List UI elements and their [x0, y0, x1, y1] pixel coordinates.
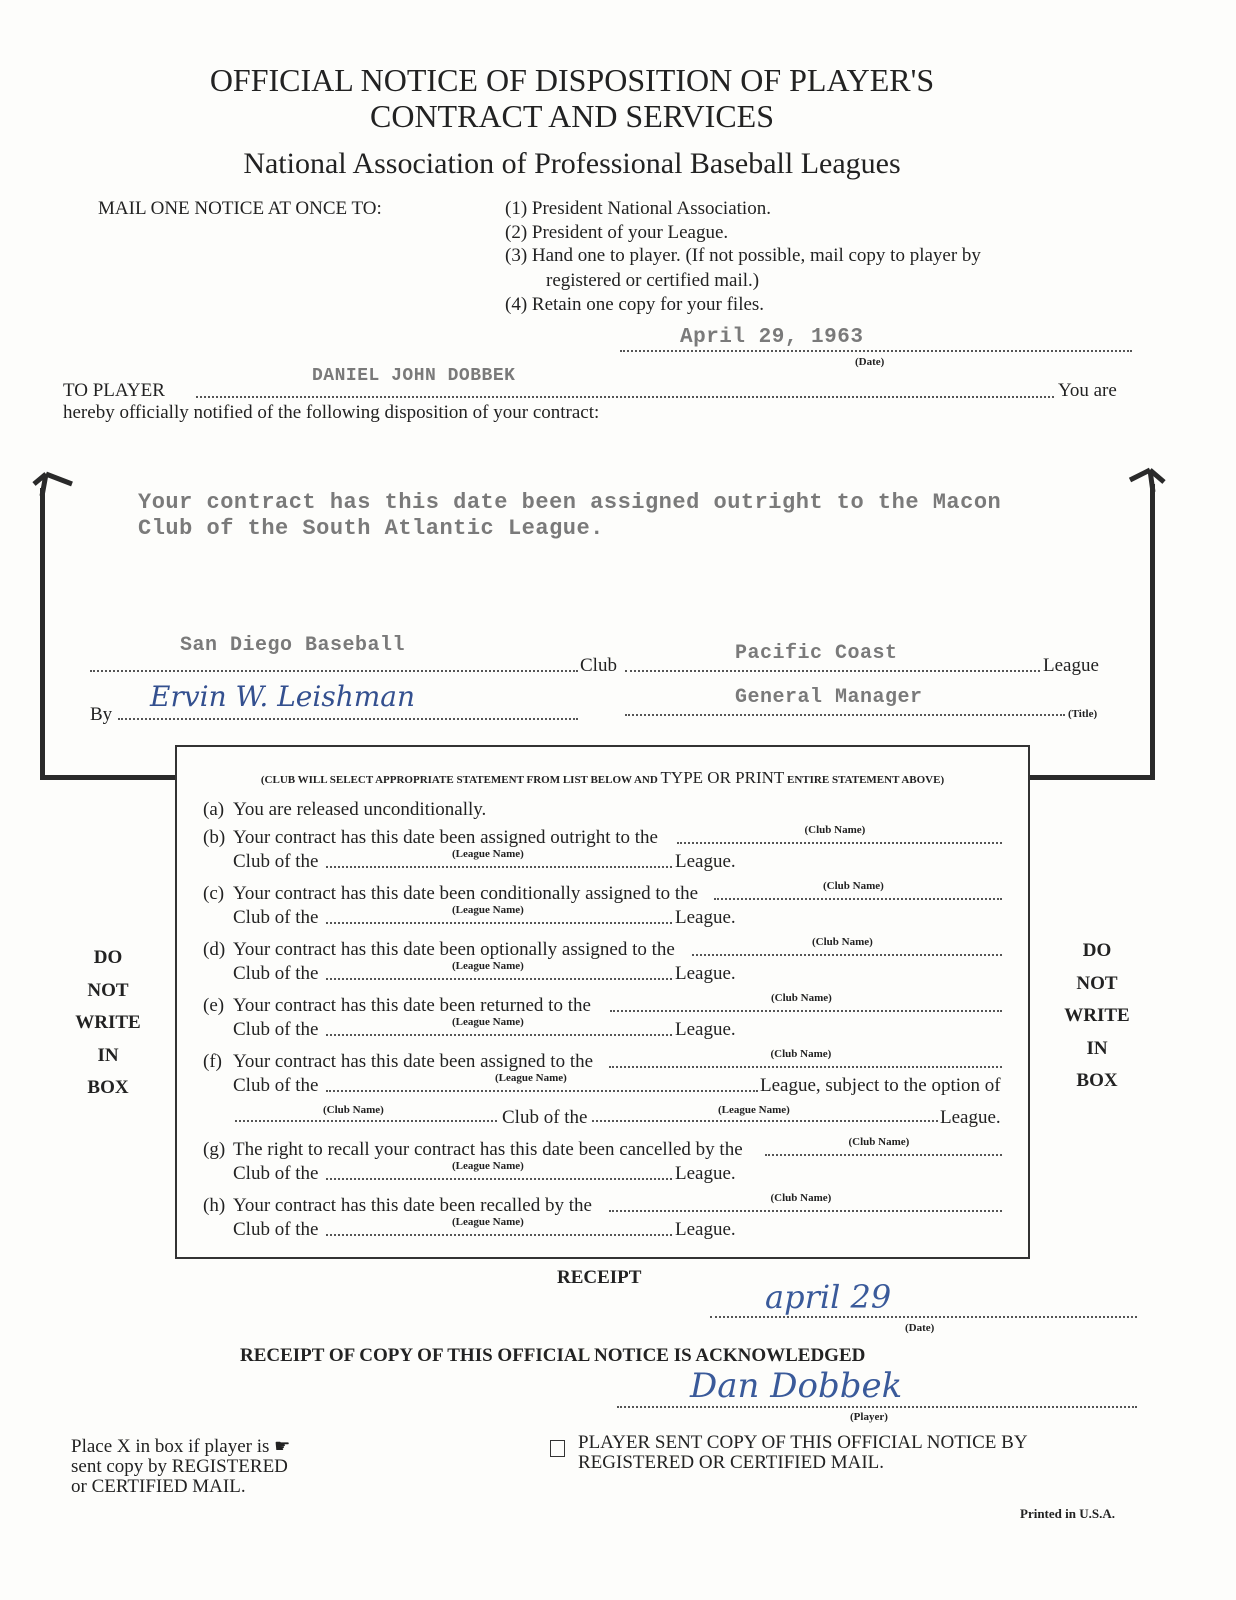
checkbox-line: REGISTERED OR CERTIFIED MAIL.: [578, 1452, 885, 1473]
club-name-line[interactable]: [235, 1120, 497, 1122]
receipt-date-caption: (Date): [905, 1322, 935, 1334]
place-x-line: Place X in box if player is: [71, 1436, 270, 1457]
subtitle: National Association of Professional Baseball Leagues: [243, 147, 901, 180]
club-of-the-label: Club of the: [233, 963, 319, 984]
club-of-the-label: Club of the: [233, 1219, 319, 1240]
player-line: [196, 396, 1054, 398]
checkbox-label: [578, 1433, 1028, 1473]
option-letter: (b): [203, 827, 226, 848]
club-label: Club: [580, 655, 617, 676]
title-value[interactable]: General Manager: [735, 686, 923, 709]
club-line: [90, 670, 578, 672]
option-letter: (c): [203, 883, 225, 904]
player-signature-line: [617, 1406, 1137, 1408]
club-name-caption: (Club Name): [771, 992, 832, 1004]
club-name-caption: (Club Name): [848, 1136, 910, 1148]
to-player-label: TO PLAYER: [63, 380, 165, 401]
mail-item-3-cont: registered or certified mail.): [546, 270, 760, 291]
statement-line-2[interactable]: Club of the South Atlantic League.: [138, 516, 604, 541]
league-name-caption: (League Name): [452, 960, 524, 972]
instruction-small-1: (CLUB WILL SELECT APPROPRIATE STATEMENT FROM LIST BELOW AND: [260, 774, 658, 786]
club-of-the-label: Club of the: [502, 1107, 588, 1128]
league-name-caption: (League Name): [452, 1216, 524, 1228]
statement-line-1[interactable]: Your contract has this date been assigned outright to the Macon: [138, 490, 1002, 515]
league-end-label: League.: [675, 963, 736, 984]
arrow-up-left-icon: [28, 468, 78, 498]
league-line: [625, 670, 1040, 672]
club-name-line[interactable]: [714, 898, 1002, 900]
option-letter: (g): [203, 1139, 226, 1160]
league-end-label: League.: [940, 1107, 1001, 1128]
mail-item-1: (1) President National Association.: [505, 198, 771, 219]
club-name-line[interactable]: [609, 1066, 1002, 1068]
player-name[interactable]: DANIEL JOHN DOBBEK: [312, 366, 516, 386]
league-label: League: [1043, 655, 1099, 676]
option-letter: (f): [203, 1051, 222, 1072]
by-line: [118, 718, 578, 720]
instruction-large: TYPE OR PRINT: [660, 768, 785, 787]
league-end-label: League.: [675, 851, 736, 872]
league-name-caption: (League Name): [452, 1016, 524, 1028]
club-name-caption: (Club Name): [323, 1104, 384, 1116]
option-text: You are released unconditionally.: [233, 799, 487, 820]
title-caption: (Title): [1068, 708, 1098, 720]
league-name-caption: (League Name): [495, 1072, 567, 1084]
league-name-caption: (League Name): [452, 848, 524, 860]
club-of-the-label: Club of the: [233, 1075, 319, 1096]
title-line: [625, 714, 1065, 716]
by-label: By: [90, 704, 113, 725]
option-text: The right to recall your contract has this date been cancelled by the: [233, 1139, 743, 1160]
word: DO: [1082, 940, 1112, 961]
league-name-line[interactable]: [326, 866, 672, 868]
do-not-write-right: [1047, 935, 1147, 1098]
option-text: Your contract has this date been optionally assigned to the: [233, 939, 675, 960]
club-of-the-label: Club of the: [233, 851, 319, 872]
club-name-line[interactable]: [609, 1210, 1002, 1212]
club-name-line[interactable]: [677, 842, 1002, 844]
club-name-caption: (Club Name): [770, 1048, 832, 1060]
league-name-line[interactable]: [326, 1034, 672, 1036]
option-text: Your contract has this date been assigned outright to the: [233, 827, 658, 848]
left-frame-line: [40, 488, 45, 780]
mail-item-4: (4) Retain one copy for your files.: [505, 294, 765, 315]
word: BOX: [87, 1077, 129, 1098]
option-letter: (h): [203, 1195, 226, 1216]
league-name-line[interactable]: [326, 922, 672, 924]
printed-in-usa: Printed in U.S.A.: [1020, 1506, 1115, 1521]
notice-line: hereby officially notified of the following disposition of your contract:: [63, 402, 600, 423]
league-name-line[interactable]: [326, 978, 672, 980]
option-text: Your contract has this date been recalled by the: [233, 1195, 592, 1216]
club-name-line[interactable]: [692, 954, 1002, 956]
club-name-caption: (Club Name): [770, 1192, 832, 1204]
receipt-date[interactable]: april 29: [765, 1278, 892, 1316]
club-of-the-label: Club of the: [233, 1163, 319, 1184]
word: WRITE: [1064, 1005, 1130, 1026]
club-signature: Ervin W. Leishman: [150, 680, 416, 713]
mail-item-3: (3) Hand one to player. (If not possible, mail copy to player by: [505, 245, 981, 266]
league-end-label: League.: [675, 907, 736, 928]
date-caption: (Date): [855, 356, 885, 368]
club-value[interactable]: San Diego Baseball: [180, 634, 406, 657]
league-value[interactable]: Pacific Coast: [735, 642, 898, 665]
league-end-label: League.: [675, 1019, 736, 1040]
option-text: Your contract has this date been conditionally assigned to the: [233, 883, 699, 904]
option-text: Your contract has this date been assigned to the: [233, 1051, 594, 1072]
league-end-label: League.: [675, 1163, 736, 1184]
league-option-text: League, subject to the option of: [760, 1075, 1001, 1096]
place-x-line: or CERTIFIED MAIL.: [71, 1476, 246, 1497]
club-of-the-label: Club of the: [233, 1019, 319, 1040]
word: NOT: [1076, 972, 1118, 994]
player-caption: (Player): [850, 1411, 888, 1423]
instruction-small-2: ENTIRE STATEMENT ABOVE): [787, 774, 945, 786]
league-name-line[interactable]: [326, 1090, 758, 1092]
club-name-line[interactable]: [765, 1154, 1002, 1156]
acknowledgement: RECEIPT OF COPY OF THIS OFFICIAL NOTICE IS ACKNOWLEDGED: [240, 1345, 866, 1366]
receipt-heading: RECEIPT: [557, 1267, 642, 1288]
player-signature[interactable]: Dan Dobbek: [690, 1366, 903, 1406]
receipt-date-line: [710, 1316, 1137, 1318]
do-not-write-left: [58, 942, 158, 1105]
option-letter: (a): [203, 799, 225, 820]
place-x-note: [71, 1436, 290, 1497]
option-text: Your contract has this date been returned to the: [233, 995, 591, 1016]
title-line-1: OFFICIAL NOTICE OF DISPOSITION OF PLAYER'S: [209, 62, 935, 98]
league-name-line[interactable]: [326, 1178, 672, 1180]
title-line-2: CONTRACT AND SERVICES: [369, 98, 774, 134]
mail-item-2: (2) President of your League.: [505, 222, 729, 243]
league-name-caption: (League Name): [452, 904, 524, 916]
checkbox-line: PLAYER SENT COPY OF THIS OFFICIAL NOTICE BY: [578, 1432, 1028, 1453]
right-frame-bottom: [1028, 775, 1155, 780]
league-name-caption: (League Name): [452, 1160, 524, 1172]
club-of-the-label: Club of the: [233, 907, 319, 928]
word: WRITE: [75, 1012, 141, 1033]
options-instruction: [177, 768, 1028, 788]
word: IN: [97, 1044, 119, 1066]
registered-mail-checkbox[interactable]: [550, 1440, 565, 1457]
mail-label: MAIL ONE NOTICE AT ONCE TO:: [98, 198, 382, 219]
league-end-label: League.: [675, 1219, 736, 1240]
option-letter: (e): [203, 995, 225, 1016]
word: IN: [1086, 1037, 1108, 1059]
you-are-text: You are: [1058, 380, 1117, 401]
word: BOX: [1076, 1070, 1118, 1091]
option-letter: (d): [203, 939, 226, 960]
club-name-caption: (Club Name): [812, 936, 873, 948]
left-frame-bottom: [40, 775, 177, 780]
club-name-caption: (Club Name): [804, 824, 866, 836]
league-name-line[interactable]: [326, 1234, 672, 1236]
pointing-hand-icon: ☛: [274, 1436, 291, 1456]
word: NOT: [87, 979, 129, 1001]
league-name-line[interactable]: [592, 1120, 938, 1122]
club-name-caption: (Club Name): [823, 880, 884, 892]
word: DO: [93, 947, 123, 968]
right-frame-line: [1150, 484, 1155, 780]
place-x-line: sent copy by REGISTERED: [71, 1456, 288, 1477]
arrow-up-right-icon: [1120, 464, 1170, 494]
league-name-caption: (League Name): [718, 1104, 790, 1116]
date-value[interactable]: April 29, 1963: [680, 326, 864, 349]
date-line: [620, 350, 1132, 352]
club-name-line[interactable]: [610, 1010, 1002, 1012]
